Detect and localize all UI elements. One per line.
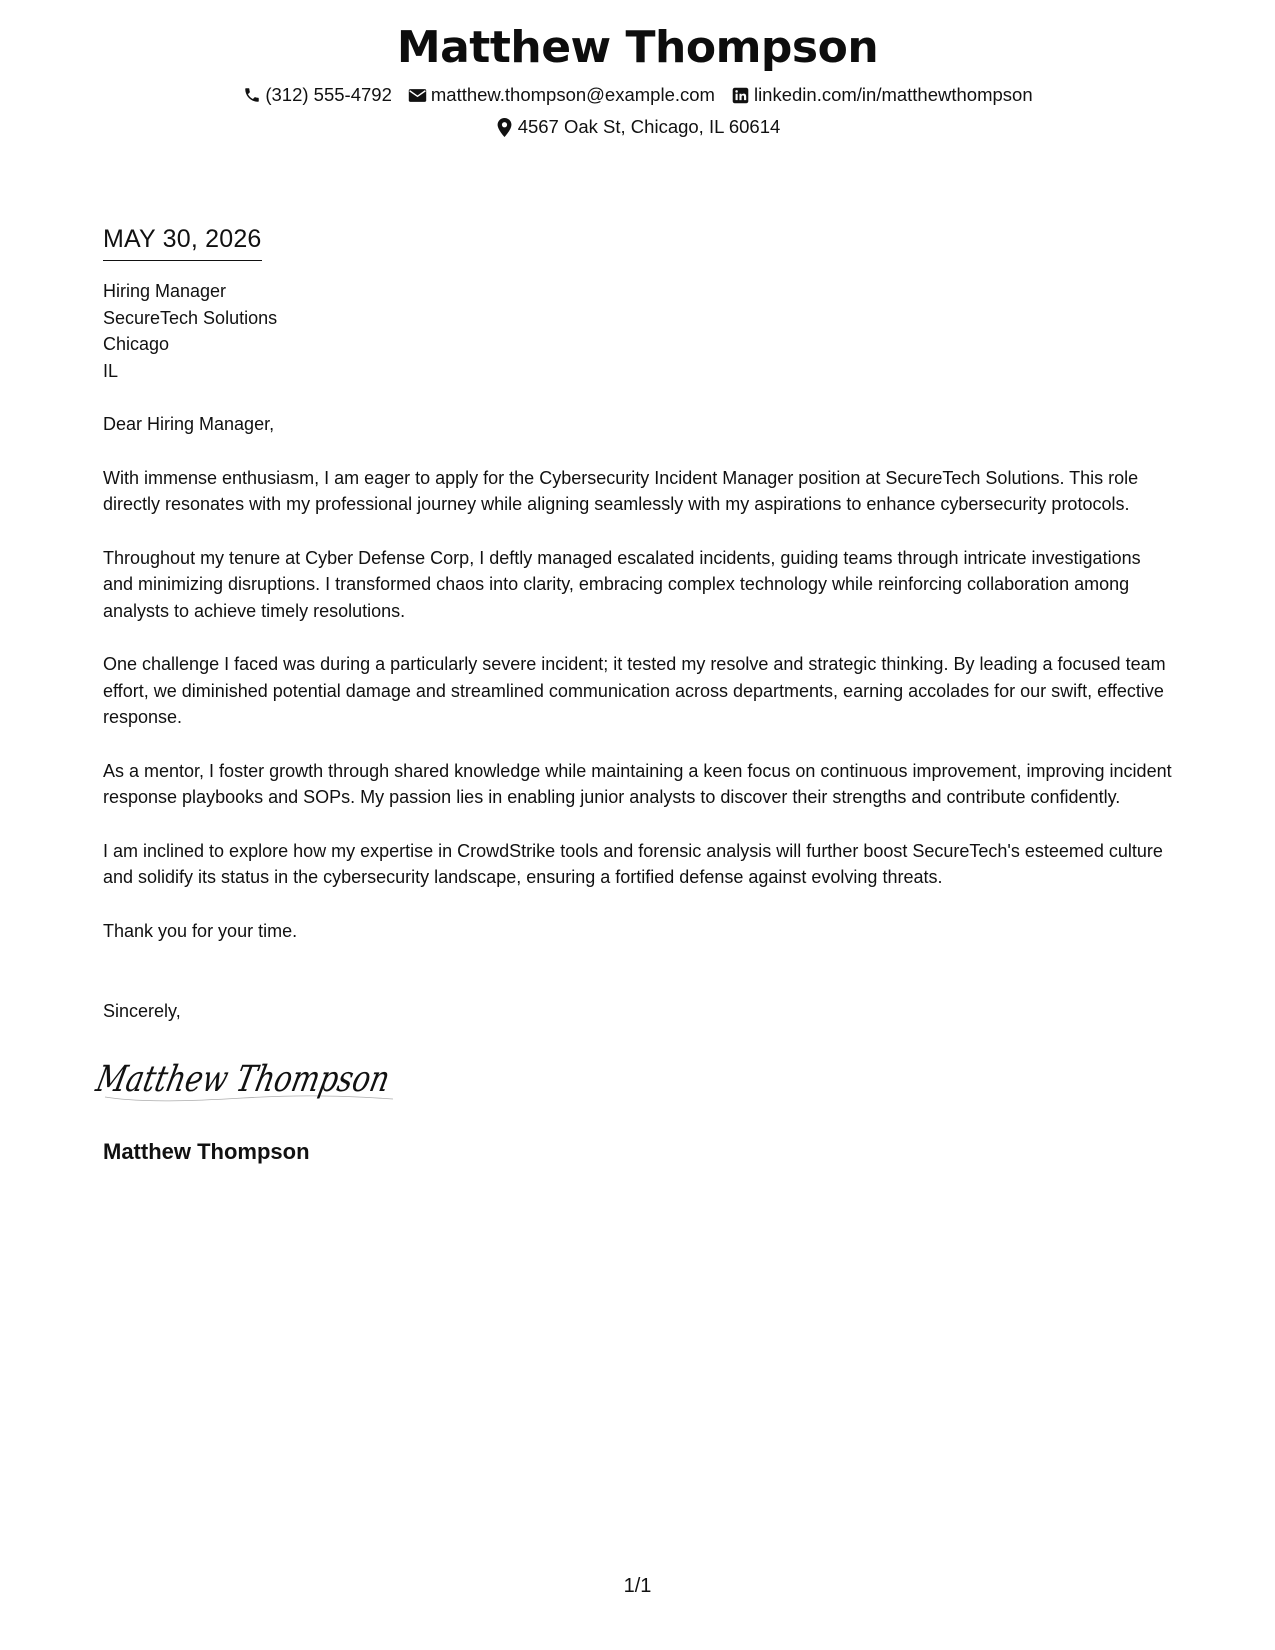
salutation: Dear Hiring Manager, bbox=[103, 414, 275, 434]
address-text: 4567 Oak St, Chicago, IL 60614 bbox=[517, 116, 781, 137]
address-row bbox=[0, 114, 1275, 140]
signed-name: Matthew Thompson bbox=[103, 1138, 310, 1164]
paragraph-4: As a mentor, I foster growth through shared knowledge while maintaining a keen focus on continuous improvement, improving incident response playbooks and SOPs. My passion lies in enabling junior analysts to discover their strengths and contribute confidently. bbox=[103, 760, 1172, 807]
paragraph-1: With immense enthusiasm, I am eager to apply for the Cybersecurity Incident Manager position at SecureTech Solutions. This role directly resonates with my professional journey while aligning seamlessly with my aspirations to enhance cybersecurity protocols. bbox=[103, 467, 1139, 514]
recipient-company: SecureTech Solutions bbox=[103, 307, 278, 328]
recipient-title: Hiring Manager bbox=[103, 281, 227, 301]
handwritten-signature bbox=[92, 1051, 465, 1107]
email-link[interactable]: matthew.thompson@example.com bbox=[430, 84, 715, 105]
contact-email bbox=[408, 82, 715, 108]
paragraph-5: I am inclined to explore how my expertise in CrowdStrike tools and forensic analysis will further boost SecureTech's esteemed culture and solidify its status in the cybersecurity landscape, ensuring a fortified defense against evolving threats. bbox=[103, 840, 1163, 887]
letter-date: MAY 30, 2026 bbox=[103, 222, 262, 261]
linkedin-link[interactable]: linkedin.com/in/matthewthompson bbox=[753, 84, 1033, 105]
envelope-icon bbox=[408, 85, 428, 105]
closing-thanks: Thank you for your time. bbox=[103, 920, 298, 941]
phone-icon bbox=[242, 85, 262, 105]
phone-text: (312) 555-4792 bbox=[265, 84, 392, 105]
letter-header bbox=[0, 18, 1275, 140]
page-number: 1/1 bbox=[623, 1575, 652, 1597]
recipient-block bbox=[103, 278, 1175, 384]
recipient-city: Chicago bbox=[103, 334, 170, 354]
letter-body bbox=[92, 222, 1175, 1167]
applicant-name: Matthew Thompson bbox=[396, 22, 879, 73]
recipient-state: IL bbox=[103, 360, 119, 381]
contact-row bbox=[0, 82, 1275, 108]
contact-address bbox=[495, 114, 781, 140]
contact-linkedin bbox=[731, 82, 1033, 108]
contact-phone bbox=[242, 82, 392, 108]
signoff: Sincerely, bbox=[103, 1001, 181, 1021]
paragraph-3: One challenge I faced was during a particularly severe incident; it tested my resolve and strategic thinking. By leading a focused team effort, we diminished potential damage and streamlined communication across departments, earning accolades for our swift, effective response. bbox=[103, 654, 1166, 727]
map-pin-icon bbox=[495, 117, 515, 137]
linkedin-icon bbox=[731, 85, 751, 105]
signature-script: Matthew Thompson bbox=[92, 1056, 465, 1100]
paragraph-2: Throughout my tenure at Cyber Defense Corp, I deftly managed escalated incidents, guiding teams through intricate investigations and minimizing disruptions. I transformed chaos into clarity, embracing complex technology while reinforcing collaboration among analysts to achieve timely resolutions. bbox=[103, 547, 1141, 621]
